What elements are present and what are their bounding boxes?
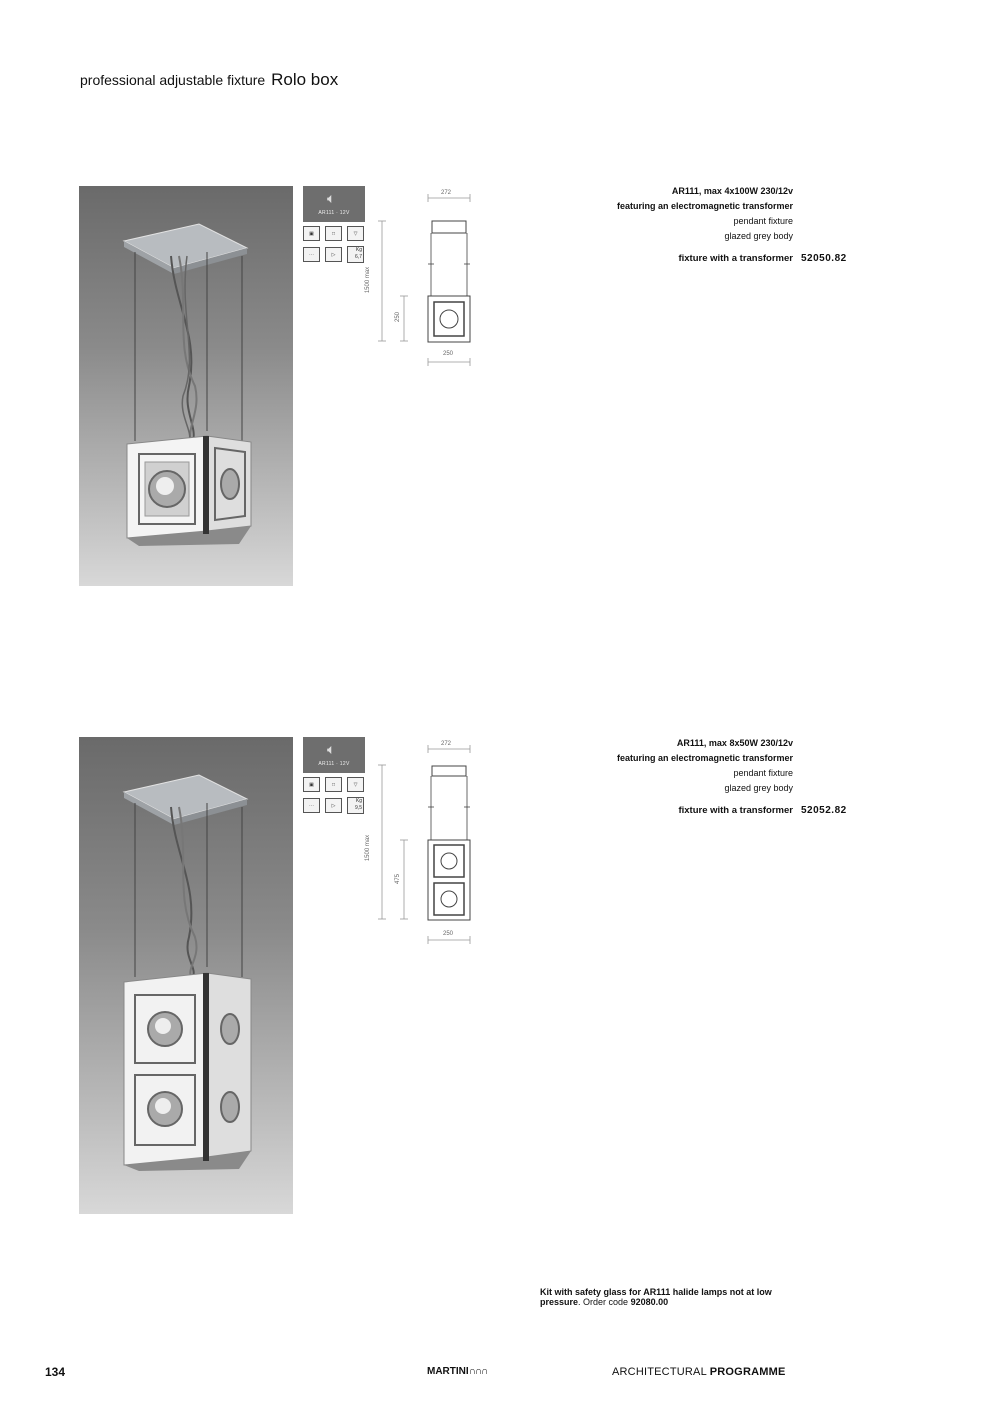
section-normal: ARCHITECTURAL (612, 1366, 707, 1378)
transformer-spec: featuring an electromagnetic transformer (616, 753, 793, 763)
safety-icon: ▽ (347, 226, 364, 241)
product-photo-2 (79, 737, 293, 1214)
page-number: 134 (45, 1365, 66, 1379)
body-finish: glazed grey body (724, 231, 793, 241)
lamp-spec: AR111, max 4x100W 230/12v (671, 186, 793, 196)
dim-height-max: 1500 max (365, 834, 372, 862)
dim-top-width: 272 (441, 741, 452, 747)
brand-logo (427, 1366, 487, 1377)
section-name (612, 1366, 786, 1378)
technical-drawing-1 (370, 186, 480, 381)
fixture-type: pendant fixture (733, 216, 793, 226)
order-label: fixture with a transformer (678, 253, 793, 264)
square-lamp-icon: □ (325, 777, 342, 792)
product-name: Rolo box (271, 70, 339, 89)
product-photo-1 (79, 186, 293, 586)
weight-icon: Kg 6,7 (347, 246, 364, 263)
accessory-note (540, 1287, 810, 1307)
title-prefix: professional adjustable fixture (80, 72, 266, 88)
dim-body-height: 250 (395, 311, 402, 323)
socket-icon: ▣ (303, 777, 320, 792)
order-label: fixture with a transformer (678, 805, 793, 816)
order-code: 52052.82 (801, 805, 847, 816)
safety-icon: ▽ (347, 777, 364, 792)
note-bold: Kit with safety glass for AR111 halide lamps not at low pressure (540, 1287, 772, 1307)
adjustable-icon: ▷ (325, 247, 342, 262)
dim-height-max: 1500 max (365, 266, 372, 294)
note-code: 92080.00 (630, 1297, 669, 1307)
lamp-spec: AR111, max 8x50W 230/12v (676, 738, 793, 748)
adjustable-icon: ▷ (325, 798, 342, 813)
dim-top-width: 272 (441, 190, 452, 196)
section-bold: PROGRAMME (709, 1366, 786, 1378)
square-lamp-icon: □ (325, 226, 342, 241)
order-code: 52050.82 (801, 253, 847, 264)
lamp-type-badge-1 (303, 186, 365, 222)
speaker-icon: 🔈︎ (327, 741, 336, 757)
spec-block-2 (616, 736, 847, 818)
weight-icon: Kg 9,5 (347, 797, 364, 814)
spec-block-1 (616, 184, 847, 266)
dim-body-height: 475 (395, 873, 402, 885)
order-line-2 (617, 803, 847, 818)
transformer-spec: featuring an electromagnetic transformer (616, 201, 793, 211)
badge-label: AR111 · 12V (318, 761, 350, 767)
dim-bottom-width: 250 (443, 351, 454, 357)
transformer-icon: ⋯ (303, 798, 320, 813)
fixture-type: pendant fixture (733, 768, 793, 778)
order-line-1 (617, 251, 847, 266)
badge-label: AR111 · 12V (318, 210, 350, 216)
socket-icon: ▣ (303, 226, 320, 241)
page-title (80, 70, 338, 90)
note-text: . Order code (578, 1297, 631, 1307)
dim-bottom-width: 250 (443, 931, 454, 937)
brand-mark-icon: ∩∩∩ (468, 1366, 488, 1377)
brand-name: MARTINI (427, 1366, 469, 1377)
body-finish: glazed grey body (724, 783, 793, 793)
speaker-icon: 🔈︎ (327, 190, 336, 206)
transformer-icon: ⋯ (303, 247, 320, 262)
technical-drawing-2 (370, 737, 480, 957)
lamp-type-badge-2 (303, 737, 365, 773)
